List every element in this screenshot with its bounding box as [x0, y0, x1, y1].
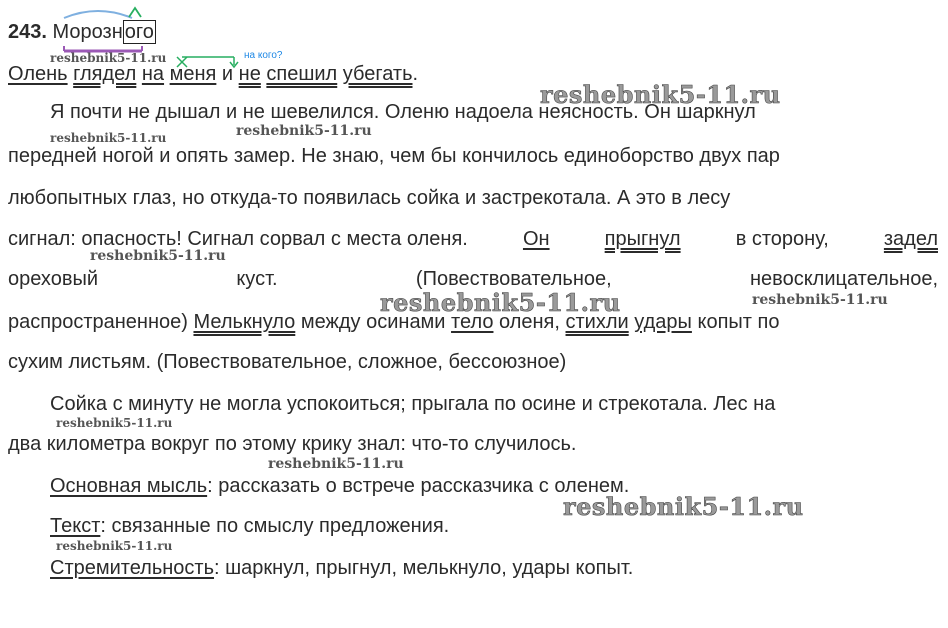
p3-line-2: два километра вокруг по этому крику знал: что-то случилось. [8, 433, 577, 455]
watermark: reshebnik5-11.ru [540, 80, 781, 109]
root-arc [64, 11, 132, 18]
sentence-1: Олень глядел на меня и не спешил убегать. [8, 63, 419, 85]
subject-udary: удары [634, 311, 692, 333]
watermark: reshebnik5-11.ru [380, 288, 621, 317]
p2-line-2: передней ногой и опять замер. Не знаю, чем бы кончилось единоборство двух пар [8, 145, 780, 167]
object-word-1: на [141, 63, 165, 85]
conjunction: и [221, 63, 234, 85]
word-ending: ого [124, 21, 154, 43]
predicate-prygnul: прыгнул [604, 228, 681, 250]
answer-text: Текст: связанные по смыслу предложения. [50, 515, 450, 537]
predicate-word-2: не [238, 63, 261, 85]
answer-main-idea: Основная мысль: рассказать о встрече рассказчика с оленем. [50, 475, 630, 497]
object-word-2: меня [169, 63, 217, 85]
predicate-zadel: задел [883, 228, 938, 250]
p3-line-1: Сойка с минуту не могла успокоиться; прыгала по осине и стрекотала. Лес на [50, 393, 776, 415]
p2-line-4: сигнал: опасность! Сигнал сорвал с места оленя. Он прыгнул в сторону, задел [8, 228, 938, 250]
p2-line-3: любопытных глаз, но откуда-то появилась сойка и застрекотала. А это в лесу [8, 187, 731, 209]
watermark: reshebnik5-11.ru [56, 416, 173, 430]
watermark: reshebnik5-11.ru [752, 292, 888, 308]
suffix-mark [129, 8, 141, 17]
predicate-word-4: убегать [342, 63, 413, 85]
answer-speed: Стремительность: шаркнул, прыгнул, мелькнуло, удары копыт. [50, 557, 634, 579]
watermark: reshebnik5-11.ru [90, 248, 226, 264]
predicate-stikhli: стихли [565, 311, 629, 333]
exercise-number: 243. [8, 21, 47, 43]
main-idea-label: Основная мысль [50, 475, 208, 497]
text-label: Текст [50, 515, 101, 537]
subject-on: Он [522, 228, 550, 250]
watermark: reshebnik5-11.ru [56, 539, 173, 553]
p2-line-5: ореховый куст. (Повествовательное, невосклицательное, [8, 268, 938, 290]
subject-word: Олень [8, 63, 68, 85]
question-note: на кого? [244, 50, 283, 61]
word-stem: Морозн [52, 21, 123, 43]
p2-line-6: распространенное) Мелькнуло между осинами тело оленя, стихли удары копыт по [8, 311, 780, 333]
watermark: reshebnik5-11.ru [50, 51, 167, 65]
p2-line-1: Я почти не дышал и не шевелился. Оленю надоела неясность. Он шаркнул [50, 101, 756, 123]
predicate-melknulo: Мелькнуло [193, 311, 296, 333]
watermark: reshebnik5-11.ru [50, 131, 167, 145]
predicate-word: глядел [73, 63, 137, 85]
predicate-word-3: спешил [266, 63, 338, 85]
watermark: reshebnik5-11.ru [236, 123, 372, 139]
subject-telo: тело [451, 311, 494, 333]
watermark: reshebnik5-11.ru [268, 456, 404, 472]
watermark: reshebnik5-11.ru [563, 492, 804, 521]
speed-label: Стремительность [50, 557, 215, 579]
p2-line-7: сухим листьям. (Повествовательное, сложное, бессоюзное) [8, 351, 567, 373]
